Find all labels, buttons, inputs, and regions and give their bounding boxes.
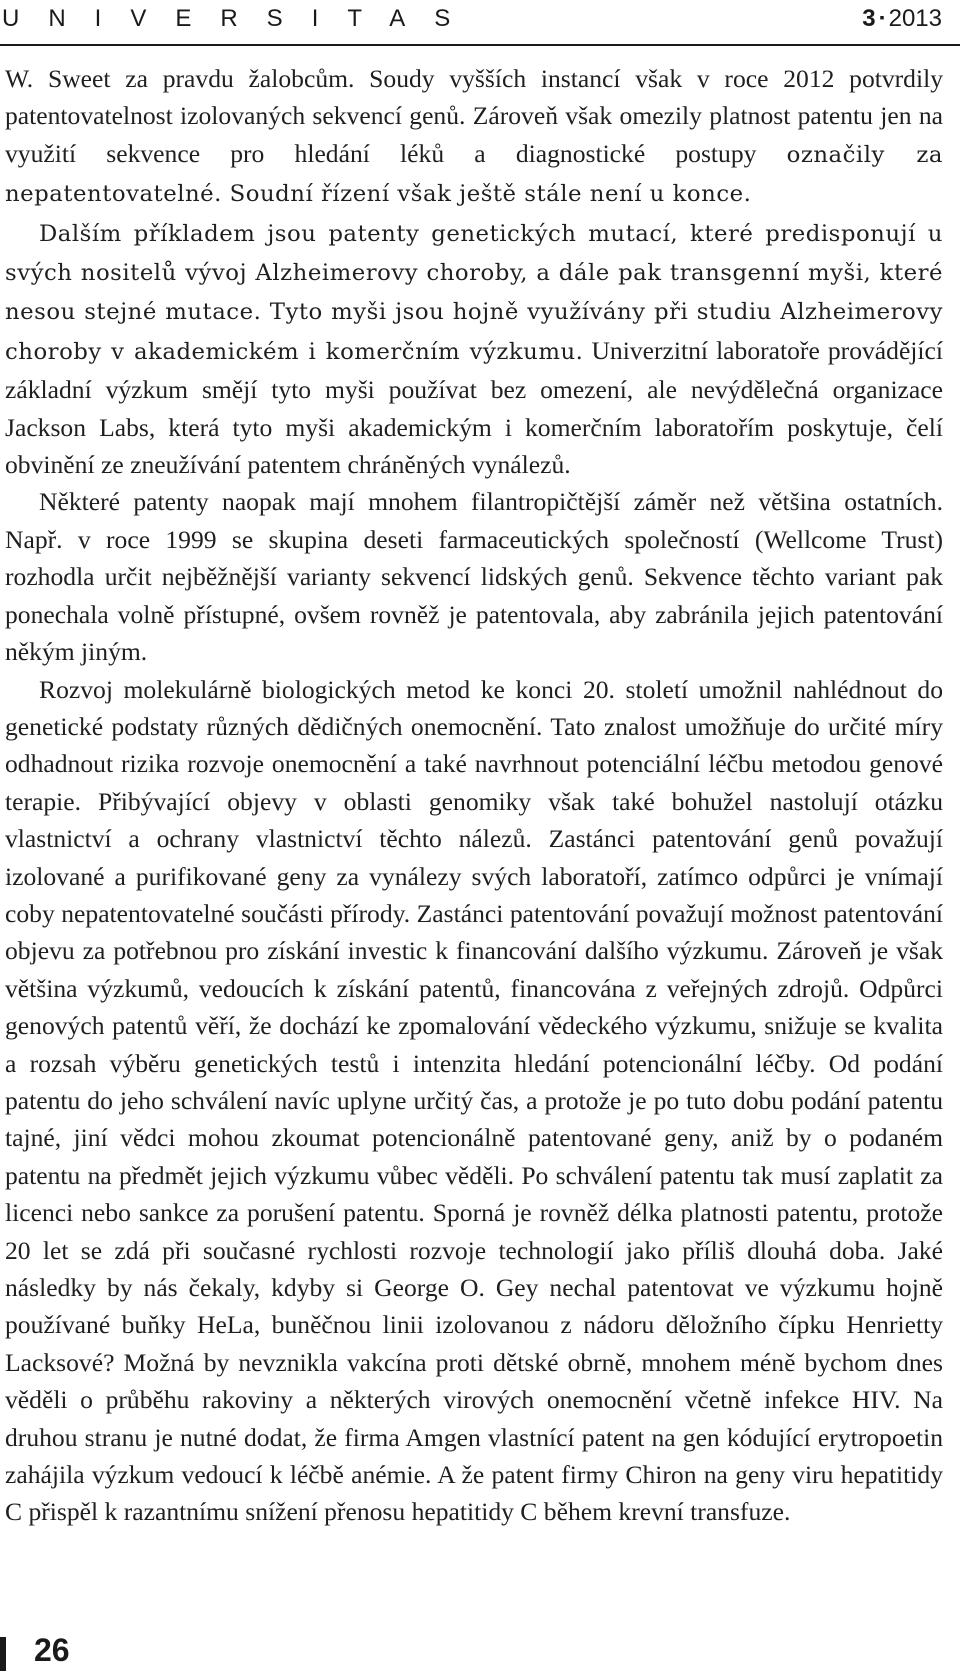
paragraph bbox=[5, 214, 943, 484]
page-footer bbox=[0, 1628, 120, 1672]
paragraph-segment: Rozvoj molekulárně biologických metod ke konci 20. století umožnil nahlédnout do genetické podstaty různých dědičných onemocnění. Tato znalost umožňuje do určité míry odhadnout rizika rozvoje onemocnění a také navrhnout potenciální léčbu metodou genové terapie. Přibývající objevy v oblasti genomiky však také bohužel nastolují otázku vlastnictví a ochrany vlastnictví těchto nálezů. Zastánci patentování genů považují izolované a purifikované geny za vynálezy svých laboratoří, zatímco odpůrci je vnímají coby nepatentovatelné součásti přírody. Zastánci patentování považují možnost patentování objevu za potřebnou pro získání investic k financování dalšího výzkumu. Zároveň je však většina výzkumů, vedoucích k získání patentů, financována z veřejných zdrojů. Odpůrci genových patentů věří, že dochází ke zpomalování vědeckého výzkumu, snižuje se kvalita a rozsah výběru genetických testů i intenzita hledání potencionální léčby. Od podání patentu do jeho schválení navíc uplyne určitý čas, a protože je po tuto dobu podání patentu tajné, jiní vědci mohou zkoumat potencionálně patentované geny, aniž by o podaném patentu na předmět jejich výzkumu vůbec věděli. Po schválení patentu tak musí zaplatit za licenci nebo sankce za porušení patentu. Sporná je rovněž délka platnosti patentu, protože 20 let se zdá při současné rychlosti rozvoje technologií jako příliš dlouhá doba. Jaké následky by nás čekaly, kdyby si George O. Gey nechal patentovat ve výzkumu hojně používané buňky HeLa, buněčnou linii izolovanou z nádoru děložního čípku Henrietty Lacksové? Možná by nevznikla vakcína proti dětské obrně, mnohem méně bychom dnes věděli o průběhu rakoviny a některých virových onemocnění včetně infekce HIV. Na druhou stranu je nutné dodat, že firma Amgen vlastnící patent na gen kódující erytropoetin zahájila výzkum vedoucí k léčbě anémie. A že patent firmy Chiron na geny viru hepatitidy C přispěl k razantnímu snížení přenosu hepatitidy C během krevní transfuze. bbox=[5, 674, 943, 1527]
paragraph bbox=[5, 671, 943, 1531]
issue-separator: ▪ bbox=[879, 9, 885, 25]
issue-year: 2013 bbox=[888, 5, 942, 32]
journal-title: UNIVERSITAS bbox=[2, 5, 480, 32]
article-body bbox=[5, 60, 943, 1531]
page-number: 26 bbox=[34, 1632, 70, 1668]
footer-bar bbox=[0, 1637, 6, 1671]
issue-label bbox=[862, 5, 942, 33]
header-rule bbox=[0, 44, 960, 46]
paragraph bbox=[5, 60, 943, 214]
paragraph-segment: označily za nepatentovatelné. Soudní řízení však ještě stále není u konce. bbox=[5, 141, 943, 208]
paragraph-segment: Univerzitní laboratoře provádějící základní výzkum smějí tyto myši používat bez omezení, ale nevýdělečná organizace Jackson Labs, která tyto myši akademickým i komerčním laboratořím poskytuje, čelí obvinění ze zneužívání patentem chráněných vynálezů. bbox=[5, 335, 943, 480]
page-header bbox=[0, 0, 960, 46]
paragraph-segment: Některé patenty naopak mají mnohem filantropičtější záměr než většina ostatních. Např. v roce 1999 se skupina deseti farmaceutických společností (Wellcome Trust) rozhodla určit nejběžnější varianty sekvencí lidských genů. Sekvence těchto variant pak ponechala volně přístupné, ovšem rovněž je patentovala, aby zabránila jejich patentování někým jiným. bbox=[5, 487, 943, 667]
issue-number: 3 bbox=[862, 5, 876, 32]
paragraph-segment: W. Sweet za pravdu žalobcům. Soudy vyšších instancí však v roce 2012 potvrdily patentovatelnost izolovaných sekvencí genů. Zároveň však omezily platnost patentu jen na využití sekvence pro hledání léků a diagnostické postupy bbox=[5, 64, 943, 168]
paragraph bbox=[5, 483, 943, 670]
paragraph-segment: Dalším příkladem jsou patenty genetických mutací, které predisponují u svých nositelů vývoj Alzheimerovy choroby, a dále pak transgenní myši, které nesou stejné mutace. Tyto myši jsou hojně využívány při studiu Alzheimerovy choroby v akademickém i komerčním výzkumu. bbox=[5, 220, 943, 365]
